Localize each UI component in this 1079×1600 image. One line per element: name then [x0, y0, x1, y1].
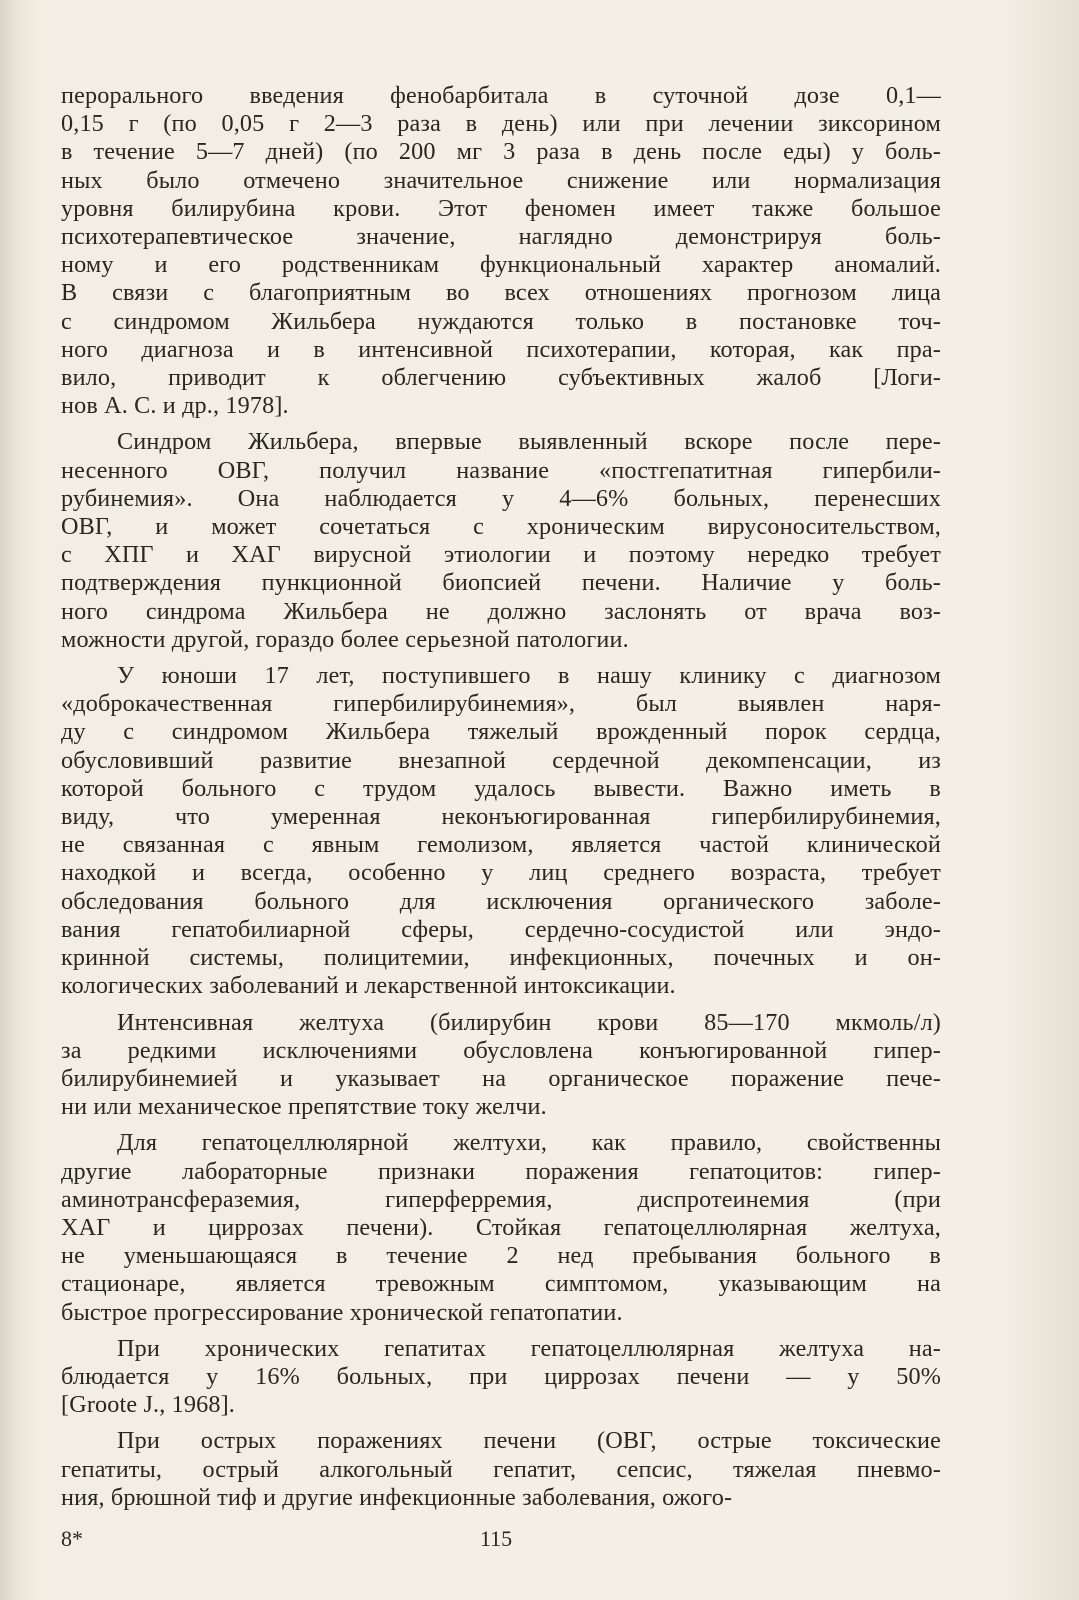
text-line: обусловивший развитие внезапной сердечной декомпенсации, из — [61, 746, 941, 774]
text-line: за редкими исключениями обусловлена конъюгированной гипер- — [61, 1036, 941, 1064]
text-line: При острых поражениях печени (ОВГ, острые токсические — [117, 1427, 941, 1455]
text-line: виду, что умеренная неконъюгированная гипербилирубинемия, — [61, 803, 941, 831]
text-line: нов А. С. и др., 1978]. — [61, 392, 289, 420]
text-line: вания гепатобилиарной сферы, сердечно-сосудистой или эндо- — [61, 915, 941, 943]
text-column — [61, 82, 941, 1520]
text-line: гепатиты, острый алкогольный гепатит, сепсис, тяжелая пневмо- — [61, 1455, 941, 1483]
text-line: При хронических гепатитах гепатоцеллюлярная желтуха на- — [117, 1334, 941, 1362]
text-line: с синдромом Жильбера нуждаются только в постановке точ- — [61, 307, 941, 335]
text-line: Для гепатоцеллюлярной желтухи, как правило, свойственны — [117, 1129, 941, 1157]
text-line: вило, приводит к облегчению субъективных жалоб [Логи- — [61, 364, 941, 392]
text-line: ного диагноза и в интенсивной психотерапии, которая, как пра- — [61, 335, 941, 363]
paragraph — [61, 82, 941, 420]
text-line: обследования больного для исключения органического заболе- — [61, 887, 941, 915]
text-line: не связанная с явным гемолизом, является частой клинической — [61, 831, 941, 859]
text-line: ного синдрома Жильбера не должно заслонять от врача воз- — [61, 597, 941, 625]
text-line: ному и его родственникам функциональный характер аномалий. — [61, 251, 941, 279]
text-line: ХАГ и циррозах печени). Стойкая гепатоцеллюлярная желтуха, — [61, 1213, 941, 1241]
text-line: ния, брюшной тиф и другие инфекционные заболевания, ожого- — [61, 1483, 733, 1511]
text-line: которой больного с трудом удалось вывести. Важно иметь в — [61, 774, 941, 802]
text-line: аминотрансфераземия, гиперферремия, диспротеинемия (при — [61, 1185, 941, 1213]
signature-mark: 8* — [61, 1526, 83, 1551]
text-line: рубинемия». Она наблюдается у 4—6% больных, перенесших — [61, 484, 941, 512]
paragraph — [61, 662, 941, 1000]
paragraph — [61, 1129, 941, 1326]
text-line: Синдром Жильбера, впервые выявленный вскоре после пере- — [117, 428, 941, 456]
text-line: блюдается у 16% больных, при циррозах печени — у 50% — [61, 1362, 941, 1390]
text-line: стационаре, является тревожным симптомом, указывающим на — [61, 1270, 941, 1298]
text-line: с ХПГ и ХАГ вирусной этиологии и поэтому нередко требует — [61, 541, 941, 569]
text-line: ных было отмечено значительное снижение или нормализация — [61, 166, 941, 194]
text-line: ду с синдромом Жильбера тяжелый врожденный порок сердца, — [61, 718, 941, 746]
paragraph — [61, 428, 941, 654]
text-line: ни или механическое препятствие току желчи. — [61, 1093, 547, 1121]
text-line: психотерапевтическое значение, наглядно демонстрируя боль- — [61, 223, 941, 251]
text-line: в течение 5—7 дней) (по 200 мг 3 раза в день после еды) у боль- — [61, 138, 941, 166]
paragraph — [61, 1427, 941, 1512]
text-line: В связи с благоприятным во всех отношениях прогнозом лица — [61, 279, 941, 307]
text-line: [Groote J., 1968]. — [61, 1391, 235, 1419]
text-line: другие лабораторные признаки поражения гепатоцитов: гипер- — [61, 1157, 941, 1185]
text-line: не уменьшающаяся в течение 2 нед пребывания больного в — [61, 1242, 941, 1270]
text-line: Интенсивная желтуха (билирубин крови 85—170 мкмоль/л) — [117, 1008, 941, 1036]
text-line: 0,15 г (по 0,05 г 2—3 раза в день) или при лечении зиксорином — [61, 110, 941, 138]
text-line: У юноши 17 лет, поступившего в нашу клинику с диагнозом — [117, 662, 941, 690]
text-line: уровня билирубина крови. Этот феномен имеет также большое — [61, 194, 941, 222]
page-number: 115 — [480, 1526, 513, 1551]
text-line: несенного ОВГ, получил название «постгепатитная гипербили- — [61, 456, 941, 484]
text-line: кринной системы, полицитемии, инфекционных, почечных и он- — [61, 944, 941, 972]
text-line: подтверждения пункционной биопсией печени. Наличие у боль- — [61, 569, 941, 597]
text-line: кологических заболеваний и лекарственной интоксикации. — [61, 972, 676, 1000]
text-line: находкой и всегда, особенно у лиц среднего возраста, требует — [61, 859, 941, 887]
text-line: ОВГ, и может сочетаться с хроническим вирусоносительством, — [61, 513, 941, 541]
text-line: быстрое прогрессирование хронической гепатопатии. — [61, 1298, 623, 1326]
text-line: перорального введения фенобарбитала в суточной дозе 0,1— — [61, 82, 941, 109]
paragraph — [61, 1009, 941, 1122]
text-line: билирубинемией и указывает на органическое поражение пече- — [61, 1064, 941, 1092]
text-line: можности другой, гораздо более серьезной патологии. — [61, 625, 629, 653]
text-line: «доброкачественная гипербилирубинемия», был выявлен наря- — [61, 690, 941, 718]
paragraph — [61, 1335, 941, 1420]
